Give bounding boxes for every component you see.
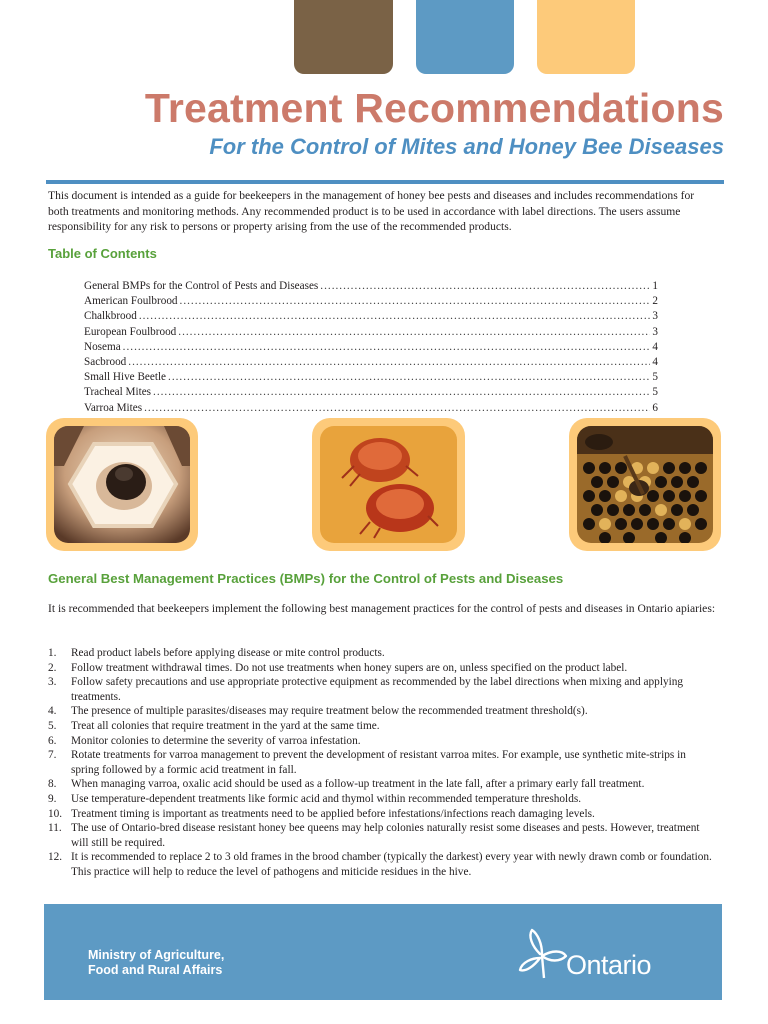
toc-leader-dots [320,279,650,294]
toc-leader-dots [168,370,650,385]
list-item-number: 10. [48,807,63,820]
toc-item-page: 3 [652,310,658,323]
toc-item [84,294,658,309]
ministry-name [88,948,224,978]
list-item-text: Treat all colonies that require treatment in the yard at the same time. [71,719,380,732]
toc-item-label: Sacbrood [84,356,127,369]
list-item [48,704,716,719]
toc-item [84,355,658,370]
list-item-number: 7. [48,749,57,762]
ontario-logo [518,926,678,986]
list-item-text: It is recommended to replace 2 to 3 old frames in the brood chamber (typically the darkest) every year with newly drawn comb or foundation. This practice will help to reduce the level of pathogens and miticide residues in the hive. [71,851,712,878]
toc-leader-dots [153,385,650,400]
list-item [48,850,716,879]
toc-item [84,325,658,340]
toc-item-page: 4 [652,356,658,369]
list-item-text: Read product labels before applying disease or mite control products. [71,647,385,659]
decorative-tab-brown [294,0,393,74]
list-item-text: Rotate treatments for varroa management to prevent the development of resistant varroa mites. For example, use synthetic mite-strips in spring followed by a formic acid treatment in fall. [71,749,686,776]
list-item [48,661,716,676]
toc-item-label: Small Hive Beetle [84,371,167,384]
list-item-number: 6. [48,734,57,747]
list-item [48,675,716,704]
photo-frame-chalkbrood [46,418,198,551]
list-item [48,734,716,749]
list-item [48,821,716,850]
toc-item-label: American Foulbrood [84,295,178,308]
toc-item [84,401,658,416]
honeycomb-cell-photo [54,426,190,543]
toc-item-label: Chalkbrood [84,310,137,323]
bmp-heading: General Best Management Practices (BMPs) for the Control of Pests and Diseases [48,571,564,586]
ministry-name-line1: Ministry of Agriculture, [88,948,225,962]
page-subtitle: For the Control of Mites and Honey Bee Diseases [209,134,724,159]
list-item-text: Monitor colonies to determine the severity of varroa infestation. [71,734,361,747]
toc-item-label: European Foulbrood [84,325,177,338]
toc-item-page: 4 [652,340,658,353]
list-item-text: When managing varroa, oxalic acid should be used as a follow-up treatment in the late fall, after a primary early fall treatment. [71,778,645,791]
decorative-tab-gold [537,0,635,74]
toc-leader-dots [144,401,650,416]
list-item-text: Follow safety precautions and use appropriate protective equipment as recommended by the label directions when mixing and applying treatments. [71,676,684,703]
list-item-number: 9. [48,792,57,805]
list-item-number: 8. [48,778,57,791]
list-item [48,792,716,807]
list-item-number: 11. [48,822,62,835]
toc-leader-dots [123,340,651,355]
varroa-mite-photo [320,426,457,543]
list-item-text: The presence of multiple parasites/diseases may require treatment below the recommended treatment threshold(s). [71,705,588,718]
list-item [48,807,716,822]
bmp-list [48,646,716,880]
toc-item-page: 5 [652,386,658,399]
photo-frame-brood-comb [569,418,721,551]
toc-item-page: 3 [652,325,658,338]
list-item-number: 3. [48,676,57,689]
list-item-text: The use of Ontario-bred disease resistant honey bee queens may help colonies naturally resist some diseases and pests. However, treatment will still be required. [71,822,700,849]
decorative-tab-blue [416,0,514,74]
toc-item-label: General BMPs for the Control of Pests and Diseases [84,280,319,292]
toc-item-page: 5 [652,371,658,384]
intro-paragraph: This document is intended as a guide for beekeepers in the management of honey bee pests and diseases and includes recommendations for both treatments and monitoring methods. Any recommended product is to be used in accordance with label directions. The users assume responsibility for any risk to persons or property arising from the use of the recommended products. [48,189,695,233]
toc-item-label: Varroa Mites [84,401,143,414]
toc-leader-dots [139,309,651,324]
footer-banner [44,904,722,1000]
brood-comb-photo [577,426,713,543]
photo-frame-varroa-mites [312,418,465,551]
ministry-name-line2: Food and Rural Affairs [88,963,223,977]
list-item-number: 12. [48,851,63,864]
list-item-text: Use temperature-dependent treatments like formic acid and thymol within recommended temperature thresholds. [71,792,582,805]
header-divider [46,180,724,184]
toc-item [84,309,658,324]
toc-item-label: Nosema [84,340,121,353]
ontario-wordmark: Ontario [566,950,652,980]
list-item-text: Treatment timing is important as treatments need to be applied before infestations/infections reach damaging levels. [71,807,595,820]
list-item-text: Follow treatment withdrawal times. Do not use treatments when honey supers are on, unless specified on the product label. [71,661,628,674]
bmp-intro-paragraph: It is recommended that beekeepers implement the following best management practices for the control of pests and diseases in Ontario apiaries: [48,602,716,615]
toc-leader-dots [180,294,651,309]
list-item-number: 1. [48,647,57,659]
list-item [48,777,716,792]
toc-item-page: 6 [652,401,658,414]
list-item-number: 5. [48,719,57,732]
toc-item [84,385,658,400]
toc-item [84,370,658,385]
list-item [48,646,716,661]
list-item [48,748,716,777]
trillium-icon [518,926,568,982]
toc-item-page: 1 [652,280,658,292]
table-of-contents [84,279,658,416]
toc-heading: Table of Contents [48,246,157,261]
toc-item [84,279,658,294]
page-title: Treatment Recommendations [144,85,724,131]
toc-leader-dots [178,325,650,340]
toc-item-label: Tracheal Mites [84,386,152,399]
toc-item [84,340,658,355]
list-item-number: 4. [48,705,57,718]
toc-item-page: 2 [652,295,658,308]
toc-leader-dots [128,355,650,370]
list-item [48,719,716,734]
list-item-number: 2. [48,661,57,674]
